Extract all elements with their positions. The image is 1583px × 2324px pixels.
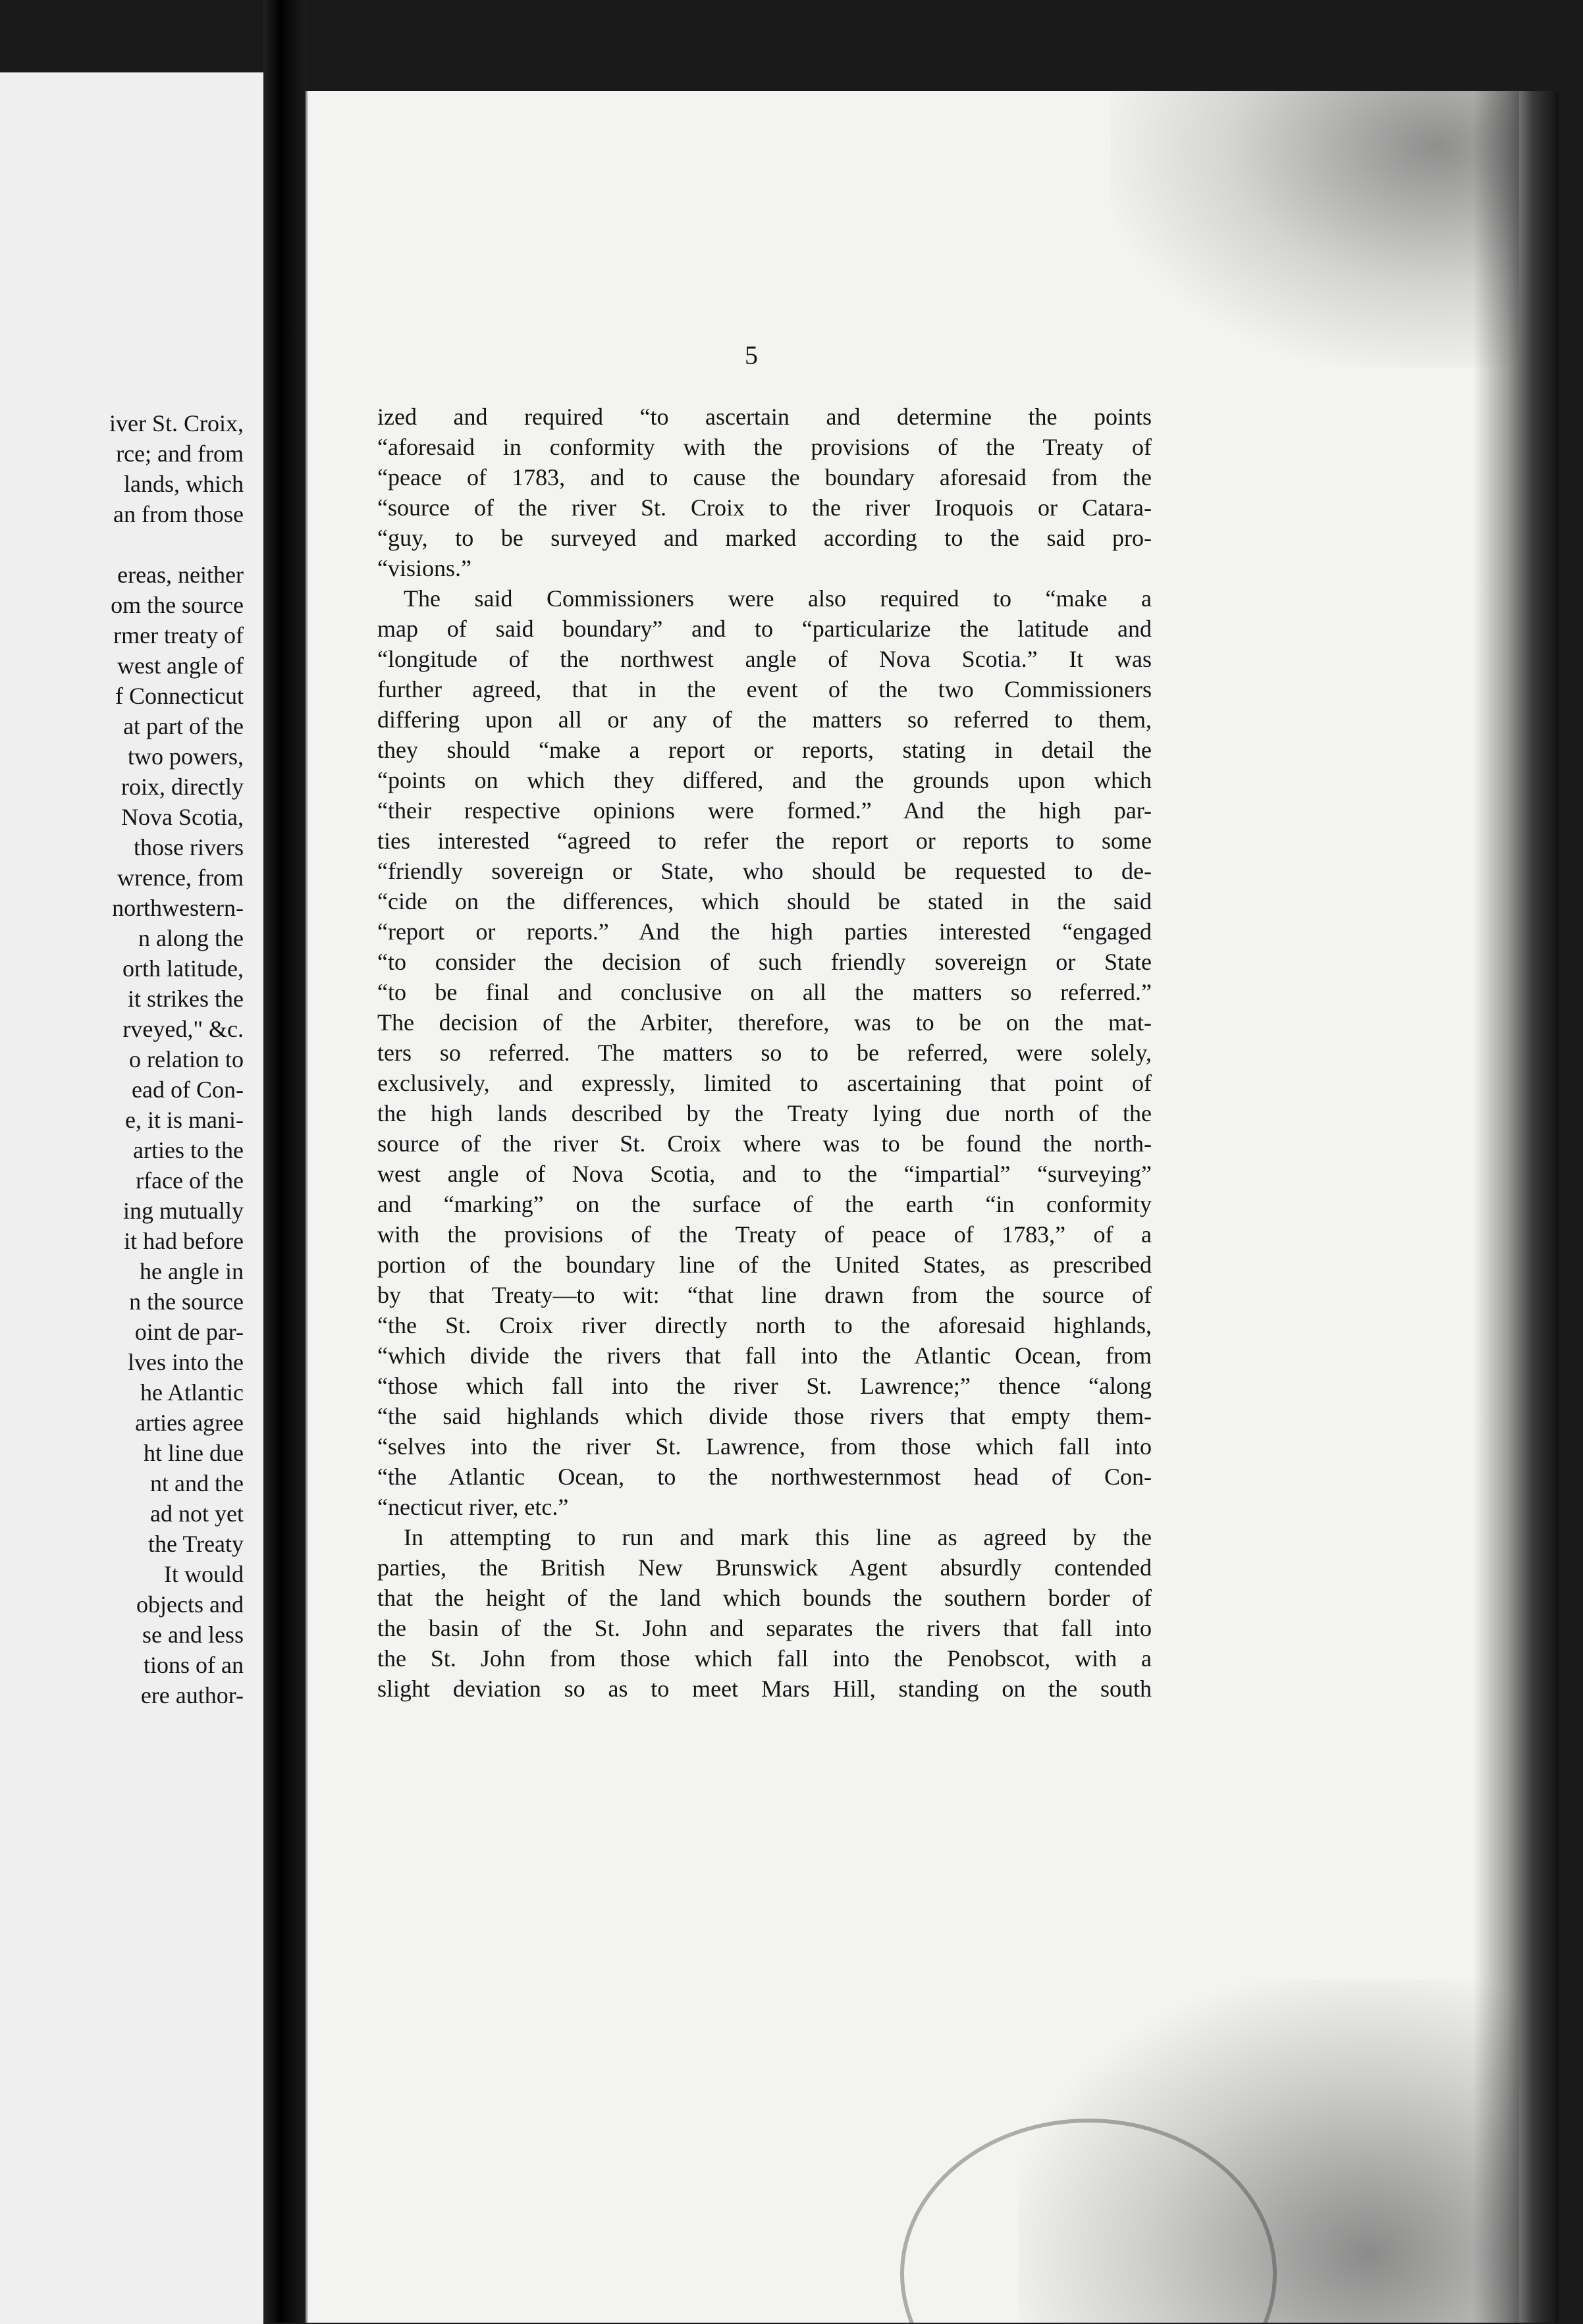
left-line: arties agree (135, 1410, 244, 1436)
left-line: ing mutually (123, 1198, 244, 1224)
paragraph-start: The said Commissioners were also required to “make a (404, 585, 1152, 612)
body-line: “the Atlantic Ocean, to the northwesternmost head of Con- (377, 1464, 1152, 1490)
body-line: “cide on the differences, which should be stated in the said (377, 888, 1152, 914)
left-line: rce; and from (116, 440, 244, 467)
left-line: ad not yet (150, 1500, 244, 1527)
left-line: se and less (142, 1622, 244, 1648)
body-line: “longitude of the northwest angle of Nova Scotia.” It was (377, 646, 1152, 672)
body-line: ized and required “to ascertain and determine the points (377, 404, 1152, 430)
left-line: ereas, neither (117, 562, 244, 588)
body-line: exclusively, and expressly, limited to ascertaining that point of (377, 1070, 1152, 1096)
left-line: those rivers (134, 834, 244, 860)
body-line: slight deviation so as to meet Mars Hill, standing on the south (377, 1676, 1152, 1702)
left-line: roix, directly (121, 774, 244, 800)
left-line: objects and (136, 1591, 244, 1618)
left-line: om the source (111, 592, 244, 618)
body-line: “aforesaid in conformity with the provisions of the Treaty of (377, 434, 1152, 460)
body-line: source of the river St. Croix where was to be found the north- (377, 1130, 1152, 1157)
body-line: they should “make a report or reports, stating in detail the (377, 737, 1152, 763)
left-line: o relation to (129, 1046, 244, 1072)
left-line: lands, which (124, 471, 244, 497)
previous-page-fragment (0, 72, 263, 2324)
left-line: rveyed," &c. (122, 1016, 244, 1042)
body-line: “those which fall into the river St. Lawrence;” thence “along (377, 1373, 1152, 1399)
main-page (306, 91, 1559, 2323)
left-line: iver St. Croix, (109, 410, 244, 436)
left-line: northwestern- (112, 895, 244, 921)
left-line: west angle of (117, 652, 244, 679)
body-line: “guy, to be surveyed and marked according to the said pro- (377, 525, 1152, 551)
left-line: wrence, from (117, 864, 244, 891)
left-line: he Atlantic (140, 1379, 244, 1406)
body-line: map of said boundary” and to “particularize the latitude and (377, 616, 1152, 642)
body-line: “necticut river, etc.” (377, 1494, 569, 1520)
left-line: two powers, (128, 743, 244, 770)
body-line: differing upon all or any of the matters so referred to them, (377, 706, 1152, 733)
left-line: nt and the (150, 1470, 244, 1496)
left-line: tions of an (144, 1652, 244, 1678)
left-line: f Connecticut (115, 683, 244, 709)
body-line: “their respective opinions were formed.” And the high par- (377, 797, 1152, 824)
body-line: “the St. Croix river directly north to the aforesaid highlands, (377, 1312, 1152, 1338)
left-line: it had before (124, 1228, 244, 1254)
page-edge-shadow (1473, 91, 1559, 2323)
left-line: It would (164, 1561, 244, 1587)
left-line: n the source (129, 1288, 244, 1315)
left-line: rface of the (136, 1167, 244, 1194)
left-line: oint de par- (134, 1319, 244, 1345)
page-stain (1111, 91, 1519, 367)
left-line: at part of the (123, 713, 244, 739)
body-line: ters so referred. The matters so to be referred, were solely, (377, 1040, 1152, 1066)
left-line: ead of Con- (132, 1076, 244, 1103)
left-line: rmer treaty of (113, 622, 244, 648)
body-line: west angle of Nova Scotia, and to the “impartial” “surveying” (377, 1161, 1152, 1187)
body-line: the basin of the St. John and separates the rivers that fall into (377, 1615, 1152, 1641)
body-line: “points on which they differed, and the grounds upon which (377, 767, 1152, 793)
left-line: ere author- (140, 1682, 244, 1708)
body-line: “friendly sovereign or State, who should be requested to de- (377, 858, 1152, 884)
body-line: “source of the river St. Croix to the river Iroquois or Catara- (377, 494, 1152, 521)
left-line: n along the (138, 925, 244, 951)
body-line: further agreed, that in the event of the two Commissioners (377, 676, 1152, 702)
left-line: the Treaty (148, 1531, 244, 1557)
body-line: that the height of the land which bounds the southern border of (377, 1585, 1152, 1611)
body-line: the high lands described by the Treaty lying due north of the (377, 1100, 1152, 1126)
paragraph-start: In attempting to run and mark this line as agreed by the (404, 1524, 1152, 1550)
body-line: “which divide the rivers that fall into the Atlantic Ocean, from (377, 1342, 1152, 1369)
body-line: and “marking” on the surface of the earth “in conformity (377, 1191, 1152, 1217)
left-line: he angle in (140, 1258, 244, 1284)
body-line: “selves into the river St. Lawrence, from those which fall into (377, 1433, 1152, 1460)
body-line: “the said highlands which divide those rivers that empty them- (377, 1403, 1152, 1429)
book-gutter (263, 0, 306, 2323)
body-line: portion of the boundary line of the United States, as prescribed (377, 1252, 1152, 1278)
body-line: “peace of 1783, and to cause the boundary aforesaid from the (377, 464, 1152, 490)
body-line: The decision of the Arbiter, therefore, was to be on the mat- (377, 1009, 1152, 1036)
body-line: “to be final and conclusive on all the matters so referred.” (377, 979, 1152, 1005)
left-line: arties to the (133, 1137, 244, 1163)
left-line: Nova Scotia, (121, 804, 244, 830)
page-number: 5 (745, 340, 758, 370)
left-line: an from those (113, 501, 244, 527)
body-line: “report or reports.” And the high parties interested “engaged (377, 918, 1152, 945)
left-line: orth latitude, (122, 955, 244, 982)
body-line: parties, the British New Brunswick Agent absurdly contended (377, 1554, 1152, 1581)
body-line: by that Treaty—to wit: “that line drawn from the source of (377, 1282, 1152, 1308)
body-line: the St. John from those which fall into the Penobscot, with a (377, 1645, 1152, 1672)
left-line: e, it is mani- (125, 1107, 244, 1133)
body-line: “to consider the decision of such friendly sovereign or State (377, 949, 1152, 975)
body-line: with the provisions of the Treaty of peace of 1783,” of a (377, 1221, 1152, 1248)
left-line: ht line due (144, 1440, 244, 1466)
body-line: ties interested “agreed to refer the report or reports to some (377, 828, 1152, 854)
body-line: “visions.” (377, 555, 471, 581)
left-line: lves into the (128, 1349, 244, 1375)
left-line: it strikes the (128, 986, 244, 1012)
